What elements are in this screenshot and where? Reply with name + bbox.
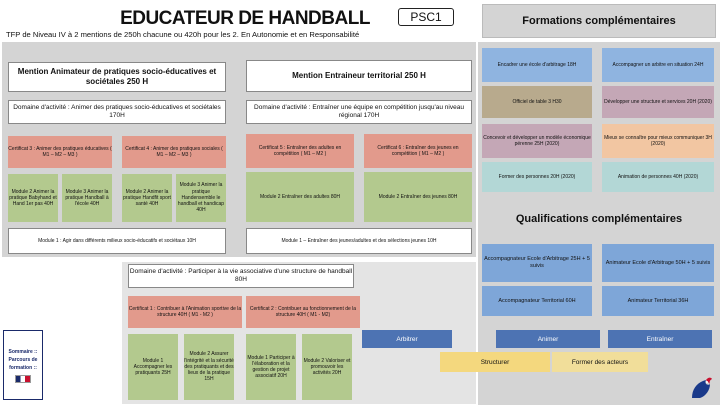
certificat-5: Certificat 5 : Entraîner des adultes en compétition ( M1 – M2 ) (246, 134, 354, 168)
module-securite: Module 2 Assurer l'intégrité et la sécurité des pratiquants et des lieux de la pratique 15H (184, 334, 234, 400)
psc1-badge: PSC1 (398, 8, 454, 26)
module-1-animer: Module 1 : Agir dans différents milieux socio-éducatifs et sociétaux 10H (8, 228, 226, 254)
module-valoriser: Module 2 Valoriser et promouvoir les activités 20H (302, 334, 352, 400)
module-babyhand: Module 2 Animer la pratique Babyhand et Hand 1er pas 40H (8, 174, 58, 222)
qualification-accomp-territorial: Accompagnateur Territorial 60H (482, 286, 592, 316)
domaine-animer: Domaine d'activité : Animer des pratiques socio-éducatives et sociétales 170H (8, 100, 226, 124)
certificat-1: Certificat 1 : Contribuer à l'Animation sportive de la structure 40H ( M1 - M2 ) (128, 296, 242, 328)
certificat-6: Certificat 6 : Entraîner des jeunes en compétition ( M1 – M2 ) (364, 134, 472, 168)
qualification-anim-ecole-arbitrage: Animateur Ecole d'Arbitrage 50H + 5 suivis (602, 244, 714, 282)
mention-entraineur-title: Mention Entraineur territorial 250 H (246, 60, 472, 92)
handball-rooster-logo-icon (686, 372, 716, 402)
module-projet-associatif: Module 1 Participer à l'élaboration et la gestion de projet associatif 20H (246, 334, 296, 400)
domaine-entrainer: Domaine d'activité : Entraîner une équipe en compétition jusqu'au niveau régional 170H (246, 100, 472, 124)
formation-communiquer: Mieux se connaître pour mieux communiquer 3H (2020) (602, 124, 714, 158)
module-hand-ecole: Module 3 Animer la pratique Handball à l'école 40H (62, 174, 112, 222)
module-1-entrainer: Module 1 – Entraîner des jeunes/adultes et des sélections jeunes 10H (246, 228, 472, 254)
formation-arbitre-situation: Accompagner un arbitre en situation 24H (602, 48, 714, 82)
qualification-anim-territorial: Animateur Territorial 36H (602, 286, 714, 316)
domaine-vie-associative: Domaine d'activité : Participer à la vie associative d'une structure de handball 80H (128, 264, 354, 288)
certificat-3: Certificat 3 : Animer des pratiques éducatives ( M1 – M2 – M3 ) (8, 136, 112, 168)
page-title: EDUCATEUR DE HANDBALL (120, 8, 370, 29)
federation-logo-icon (15, 375, 31, 383)
module-accompagner-pratiquants: Module 1 Accompagner les pratiquants 25H (128, 334, 178, 400)
certificat-4: Certificat 4 : Animer des pratiques sociales ( M1 – M2 – M3 ) (122, 136, 226, 168)
formation-officiel-table: Officiel de table 3 H30 (482, 86, 592, 118)
certificat-2: Certificat 2 : Contribuer au fonctionnement de la structure 40H ( M1 - M2) (246, 296, 360, 328)
role-former-acteurs: Former des acteurs (552, 352, 648, 372)
module-handensemble: Module 3 Animer la pratique Handensemble le handball et handicap 40H (176, 174, 226, 222)
module-handfit: Module 2 Animer la pratique Handfit sport santé 40H (122, 174, 172, 222)
module-entrainer-jeunes: Module 2 Entraîner des jeunes 80H (364, 172, 472, 222)
role-arbitrer: Arbitrer (362, 330, 452, 348)
page-subtitle: TFP de Niveau IV à 2 mentions de 250h chacune ou 420h pour les 2. En Autonomie et en Responsabilité (6, 29, 360, 39)
role-entrainer: Entraîner (608, 330, 712, 348)
formation-ecole-arbitrage: Encadrer une école d'arbitrage 18H (482, 48, 592, 82)
qualification-accomp-ecole-arbitrage: Accompagnateur Ecole d'Arbitrage 25H + 5 suivis (482, 244, 592, 282)
sommaire-label: Sommaire :: Parcours de formation :: (8, 348, 38, 371)
mention-animateur-title: Mention Animateur de pratiques socio-éducatives et sociétales 250 H (8, 62, 226, 92)
sommaire-nav[interactable] (3, 330, 43, 400)
formations-title: Formations complémentaires (482, 4, 716, 38)
formation-former-personnes: Former des personnes 20H (2020) (482, 162, 592, 192)
module-entrainer-adultes: Module 2 Entraîner des adultes 80H (246, 172, 354, 222)
role-animer: Animer (496, 330, 600, 348)
formation-developper-structure: Développer une structure et services 20H (2020) (602, 86, 714, 118)
formation-modele-economique: Concevoir et développer un modèle économique pérenne 25H (2020) (482, 124, 592, 158)
role-structurer: Structurer (440, 352, 550, 372)
formation-animation-personnes: Animation de personnes 40H (2020) (602, 162, 714, 192)
qualifications-title: Qualifications complémentaires (482, 200, 716, 238)
